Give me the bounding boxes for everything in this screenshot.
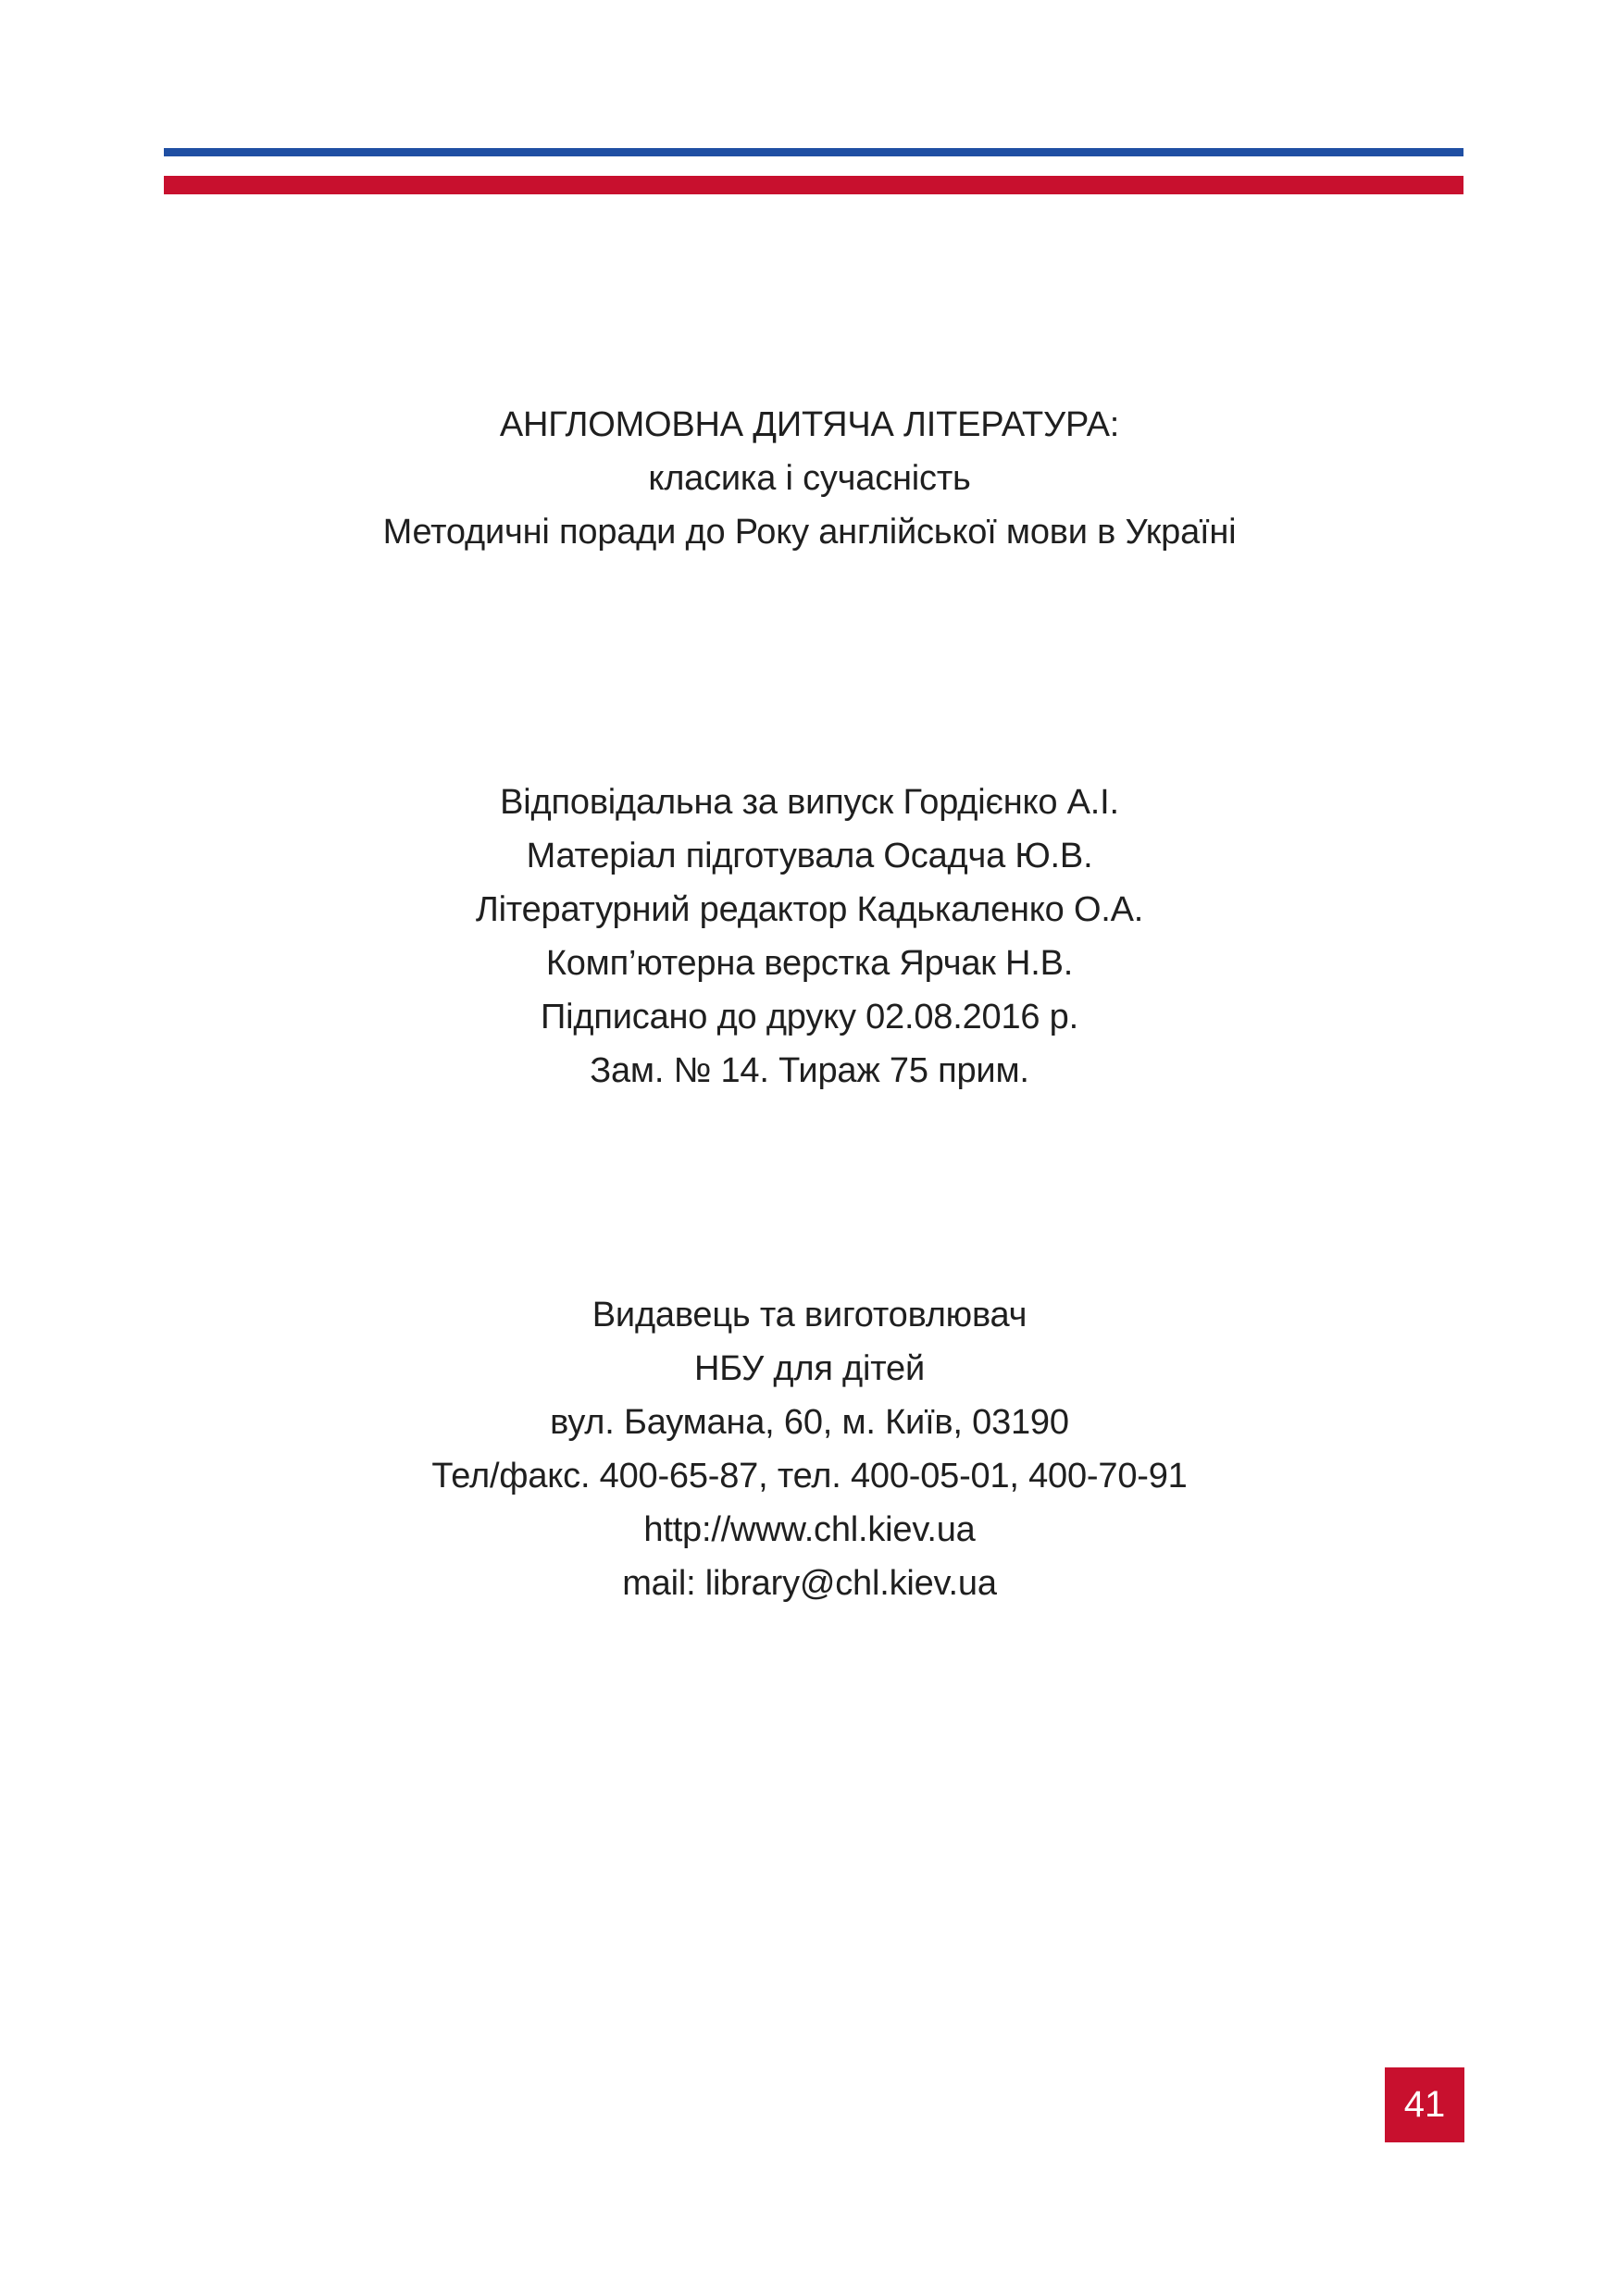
publisher-address: вул. Баумана, 60, м. Київ, 03190: [550, 1403, 1069, 1442]
description-line: Методичні поради до Року англійської мови в Україні: [382, 513, 1237, 552]
subtitle-line: класика і сучасність: [648, 459, 971, 498]
publisher-name: НБУ для дітей: [693, 1349, 926, 1388]
title-line: АНГЛОМОВНА ДИТЯЧА ЛІТЕРАТУРА:: [499, 405, 1120, 444]
credits-block: [0, 776, 1619, 1098]
page-number: 41: [1385, 2067, 1464, 2142]
credit-signed: Підписано до друку 02.08.2016 р.: [541, 998, 1078, 1036]
credit-prepared-by: Матеріал підготувала Осадча Ю.В.: [526, 837, 1093, 875]
credit-editor: Літературний редактор Кадькаленко О.А.: [475, 890, 1144, 929]
title-block: [0, 398, 1619, 559]
credit-responsible: Відповідальна за випуск Гордієнко А.І.: [500, 783, 1119, 822]
publisher-email: mail: library@chl.kiev.ua: [622, 1564, 997, 1603]
credit-order: Зам. № 14. Тираж 75 прим.: [590, 1051, 1029, 1090]
credit-layout: Комп’ютерна верстка Ярчак Н.В.: [545, 944, 1074, 983]
header-stripe-red: [164, 176, 1463, 194]
publisher-heading: Видавець та виготовлювач: [592, 1296, 1027, 1334]
publisher-phones: Тел/факс. 400-65-87, тел. 400-05-01, 400-70-91: [431, 1457, 1188, 1496]
header-stripe-blue: [164, 148, 1463, 156]
publisher-block: [0, 1288, 1619, 1610]
publisher-website: http://www.chl.kiev.ua: [643, 1510, 976, 1549]
